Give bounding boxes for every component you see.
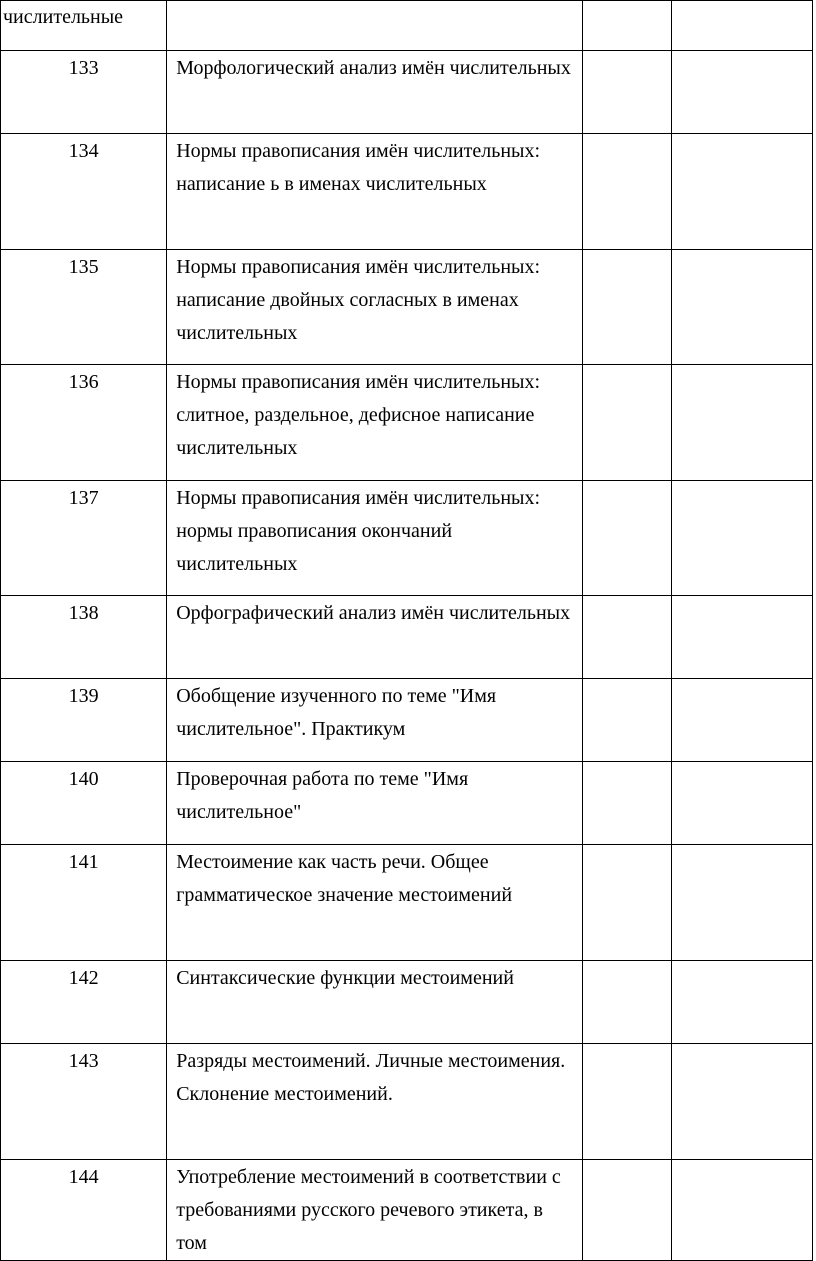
- table-row: [1, 679, 813, 762]
- empty-cell: [167, 1, 583, 51]
- lesson-topic: Нормы правописания имён числительных: нормы правописания окончаний числительных: [167, 481, 583, 596]
- lesson-topic: Орфографический анализ имён числительных: [167, 596, 583, 679]
- lesson-number: 136: [1, 365, 167, 481]
- empty-cell: [671, 481, 812, 596]
- lesson-topic: Синтаксические функции местоимений: [167, 961, 583, 1044]
- empty-cell: [582, 1044, 671, 1160]
- empty-cell: [582, 51, 671, 134]
- lesson-number: 135: [1, 250, 167, 365]
- lesson-number: 144: [1, 1160, 167, 1261]
- empty-cell: [671, 134, 812, 250]
- empty-cell: [671, 596, 812, 679]
- table-row: [1, 762, 813, 845]
- table-row: [1, 481, 813, 596]
- lesson-number: 137: [1, 481, 167, 596]
- lesson-number: 138: [1, 596, 167, 679]
- table-row: [1, 845, 813, 961]
- table-row: [1, 1, 813, 51]
- lesson-number: 143: [1, 1044, 167, 1160]
- lesson-number: 133: [1, 51, 167, 134]
- empty-cell: [671, 961, 812, 1044]
- empty-cell: [582, 762, 671, 845]
- empty-cell: [582, 134, 671, 250]
- lesson-topic: Проверочная работа по теме "Имя числительное": [167, 762, 583, 845]
- lesson-topic: Местоимение как часть речи. Общее грамматическое значение местоимений: [167, 845, 583, 961]
- continuation-cell: числительные: [1, 1, 167, 51]
- lesson-number: 141: [1, 845, 167, 961]
- empty-cell: [582, 1, 671, 51]
- table-row: [1, 596, 813, 679]
- lesson-topic: Употребление местоимений в соответствии с требованиями русского речевого этикета, в том: [167, 1160, 583, 1261]
- table-row: [1, 250, 813, 365]
- lesson-topic: Морфологический анализ имён числительных: [167, 51, 583, 134]
- table-row: [1, 1160, 813, 1261]
- lesson-number: 139: [1, 679, 167, 762]
- table-row: [1, 1044, 813, 1160]
- lesson-topic: Обобщение изученного по теме "Имя числительное". Практикум: [167, 679, 583, 762]
- empty-cell: [671, 679, 812, 762]
- empty-cell: [671, 51, 812, 134]
- lesson-topic: Нормы правописания имён числительных: написание двойных согласных в именах числительных: [167, 250, 583, 365]
- empty-cell: [582, 481, 671, 596]
- empty-cell: [582, 679, 671, 762]
- empty-cell: [671, 845, 812, 961]
- empty-cell: [582, 845, 671, 961]
- empty-cell: [582, 365, 671, 481]
- empty-cell: [582, 596, 671, 679]
- lesson-number: 142: [1, 961, 167, 1044]
- empty-cell: [582, 250, 671, 365]
- lesson-topic: Нормы правописания имён числительных: написание ь в именах числительных: [167, 134, 583, 250]
- empty-cell: [582, 961, 671, 1044]
- lesson-topic: Разряды местоимений. Личные местоимения. Склонение местоимений.: [167, 1044, 583, 1160]
- lesson-topic: Нормы правописания имён числительных: слитное, раздельное, дефисное написание числительных: [167, 365, 583, 481]
- table-row: [1, 961, 813, 1044]
- table-row: [1, 51, 813, 134]
- empty-cell: [671, 762, 812, 845]
- table-row: [1, 365, 813, 481]
- empty-cell: [671, 1, 812, 51]
- table-row: [1, 134, 813, 250]
- empty-cell: [671, 1044, 812, 1160]
- lesson-number: 134: [1, 134, 167, 250]
- empty-cell: [671, 365, 812, 481]
- empty-cell: [671, 1160, 812, 1261]
- empty-cell: [671, 250, 812, 365]
- empty-cell: [582, 1160, 671, 1261]
- lesson-number: 140: [1, 762, 167, 845]
